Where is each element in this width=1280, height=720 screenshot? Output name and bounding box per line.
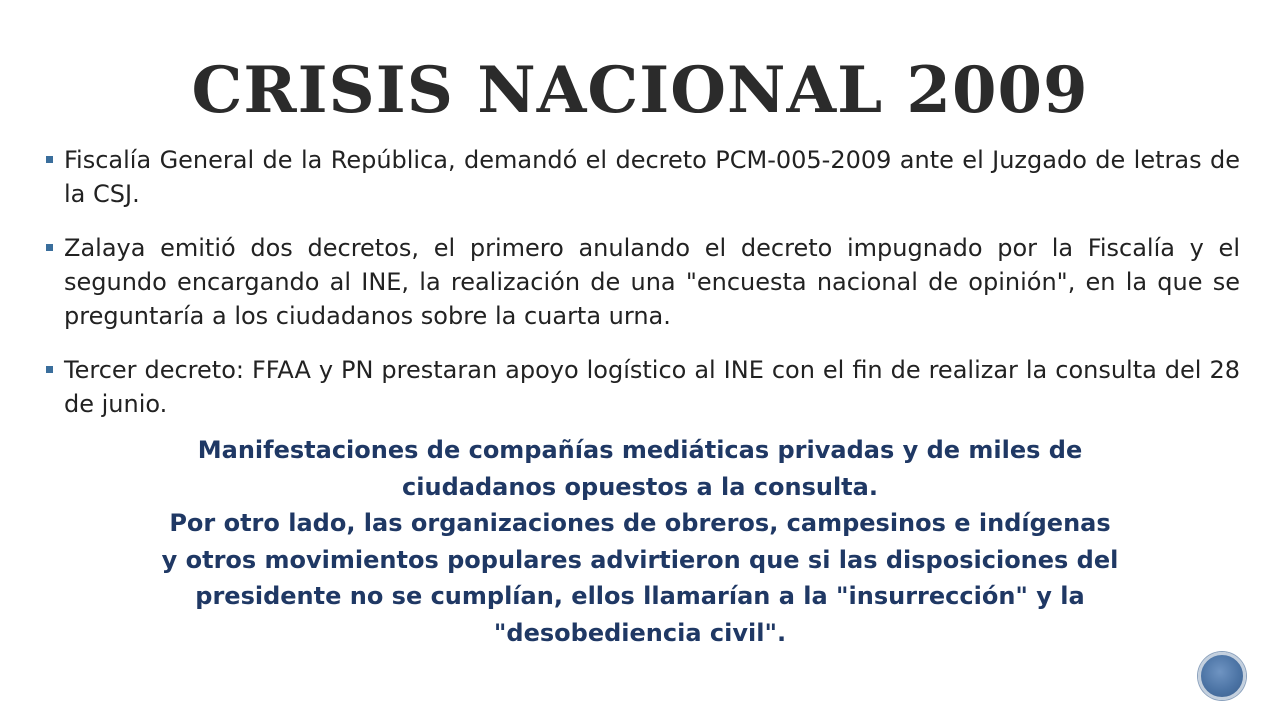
slide-title-text: CRISIS NACIONAL 2009 <box>191 53 1089 128</box>
bullet-item <box>44 353 1240 421</box>
callout-paragraph: Manifestaciones de compañías mediáticas privadas y de miles de ciudadanos opuestos a la consulta. <box>197 436 1083 501</box>
slide-title <box>150 40 1130 130</box>
circle-nav-button-icon[interactable] <box>1198 652 1246 700</box>
callout-block <box>160 432 1120 651</box>
slide-title-graphic <box>150 40 1130 130</box>
bullet-text: Zalaya emitió dos decretos, el primero anulando el decreto impugnado por la Fiscalía y el segundo encargando al INE, la realización de una "encuesta nacional de opinión", en la que se preguntaría a los ciudadanos sobre la cuarta urna. <box>64 234 1240 330</box>
callout-paragraph: Por otro lado, las organizaciones de obreros, campesinos e indígenas y otros movimientos populares advirtieron que si las disposiciones del presidente no se cumplían, ellos llamarían a la "insurrección" y la "desobediencia civil". <box>161 509 1119 647</box>
bullet-marker-icon <box>46 156 53 163</box>
bullet-text: Fiscalía General de la República, demandó el decreto PCM-005-2009 ante el Juzgado de letras de la CSJ. <box>64 146 1240 208</box>
bullet-item <box>44 143 1240 211</box>
bullet-marker-icon <box>46 244 53 251</box>
bullet-marker-icon <box>46 366 53 373</box>
bullet-list <box>44 143 1240 441</box>
bullet-text: Tercer decreto: FFAA y PN prestaran apoyo logístico al INE con el fin de realizar la consulta del 28 de junio. <box>64 356 1240 418</box>
bullet-item <box>44 231 1240 333</box>
